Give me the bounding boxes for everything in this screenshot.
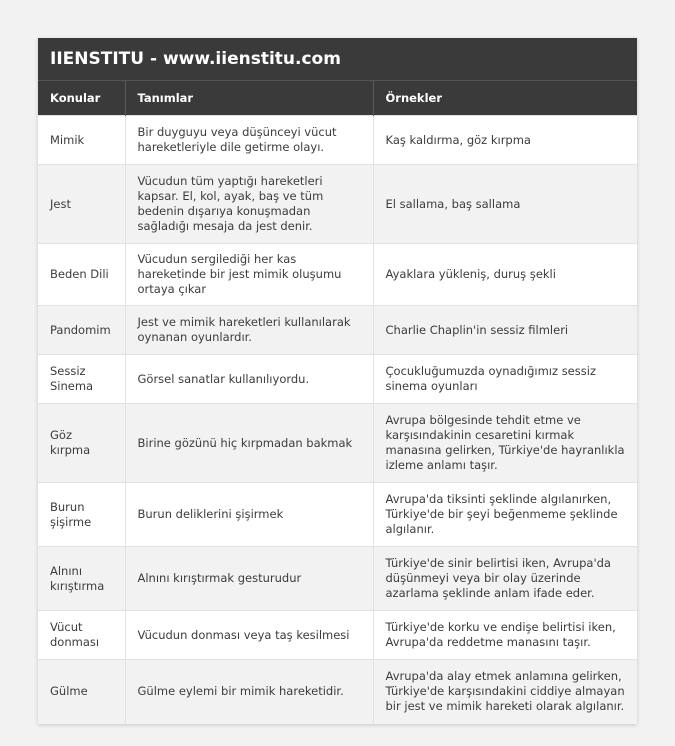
header-ornekler: Örnekler xyxy=(373,81,637,116)
cell-tanim: Birine gözünü hiç kırpmadan bakmak xyxy=(125,404,373,483)
cell-ornek: Avrupa'da alay etmek anlamına gelirken, Türkiye'de karşısındakini ciddiye almayan bir jest ve mimik hareketi olarak algılanır. xyxy=(373,660,637,724)
cell-konu: Jest xyxy=(38,165,125,244)
cell-ornek: El sallama, baş sallama xyxy=(373,165,637,244)
cell-ornek: Türkiye'de sinir belirtisi iken, Avrupa'da düşünmeyi veya bir olay üzerinde azarlama şeklinde anlam ifade eder. xyxy=(373,547,637,611)
cell-ornek: Avrupa bölgesinde tehdit etme ve karşısındakinin cesaretini kırmak manasına gelirken, Türkiye'de hayranlıkla izleme anlamı taşır. xyxy=(373,404,637,483)
cell-ornek: Çocukluğumuzda oynadığımız sessiz sinema oyunları xyxy=(373,355,637,404)
cell-tanim: Vücudun tüm yaptığı hareketleri kapsar. El, kol, ayak, baş ve tüm bedenin dışarıya konuşmadan sağladığı mesaja da jest denir. xyxy=(125,165,373,244)
table-title: IIENSTITU - www.iienstitu.com xyxy=(38,38,637,81)
table-row xyxy=(38,244,637,306)
table-row xyxy=(38,404,637,483)
table-row xyxy=(38,611,637,660)
cell-konu: Pandomim xyxy=(38,306,125,355)
header-konular: Konular xyxy=(38,81,125,116)
cell-tanim: Bir duyguyu veya düşünceyi vücut hareketleriyle dile getirme olayı. xyxy=(125,116,373,165)
cell-ornek: Charlie Chaplin'in sessiz filmleri xyxy=(373,306,637,355)
table-card xyxy=(38,38,637,724)
cell-konu: Beden Dili xyxy=(38,244,125,306)
table-row xyxy=(38,306,637,355)
table-row xyxy=(38,116,637,165)
table-row xyxy=(38,165,637,244)
table-row xyxy=(38,483,637,547)
cell-tanim: Vücudun sergilediği her kas hareketinde bir jest mimik oluşumu ortaya çıkar xyxy=(125,244,373,306)
cell-tanim: Burun deliklerini şişirmek xyxy=(125,483,373,547)
data-table xyxy=(38,81,637,724)
table-row xyxy=(38,660,637,724)
cell-tanim: Gülme eylemi bir mimik hareketidir. xyxy=(125,660,373,724)
cell-tanim: Alnını kırıştırmak gesturudur xyxy=(125,547,373,611)
header-row xyxy=(38,81,637,116)
cell-konu: Vücut donması xyxy=(38,611,125,660)
cell-tanim: Vücudun donması veya taş kesilmesi xyxy=(125,611,373,660)
cell-konu: Gülme xyxy=(38,660,125,724)
cell-ornek: Kaş kaldırma, göz kırpma xyxy=(373,116,637,165)
cell-tanim: Jest ve mimik hareketleri kullanılarak oynanan oyunlardır. xyxy=(125,306,373,355)
cell-tanim: Görsel sanatlar kullanılıyordu. xyxy=(125,355,373,404)
header-tanimlar: Tanımlar xyxy=(125,81,373,116)
cell-ornek: Ayaklara yükleniş, duruş şekli xyxy=(373,244,637,306)
cell-konu: Alnını kırıştırma xyxy=(38,547,125,611)
cell-konu: Göz kırpma xyxy=(38,404,125,483)
table-row xyxy=(38,355,637,404)
cell-konu: Mimik xyxy=(38,116,125,165)
cell-ornek: Avrupa'da tiksinti şeklinde algılanırken, Türkiye'de bir şeyi beğenmeme şeklinde algılanır. xyxy=(373,483,637,547)
cell-konu: Burun şişirme xyxy=(38,483,125,547)
cell-ornek: Türkiye'de korku ve endişe belirtisi iken, Avrupa'da reddetme manasını taşır. xyxy=(373,611,637,660)
cell-konu: Sessiz Sinema xyxy=(38,355,125,404)
table-row xyxy=(38,547,637,611)
